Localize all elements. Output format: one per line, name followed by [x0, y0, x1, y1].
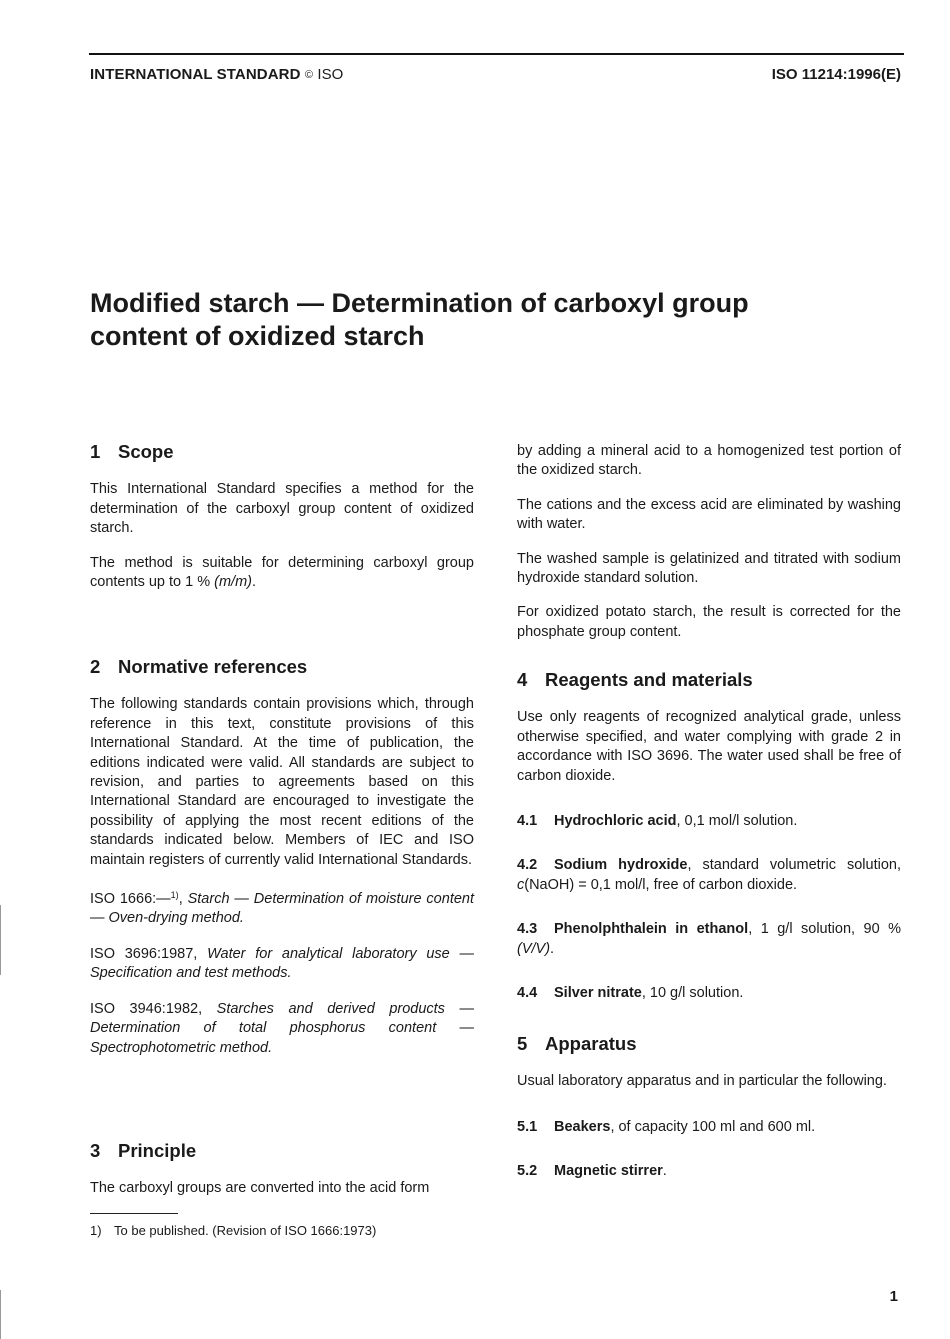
principle-paragraph-4: For oxidized potato starch, the result is corrected for the phosphate group content.: [517, 604, 901, 640]
reagent-sodium-hydroxide: 4.2 Sodium hydroxide, standard volumetric solution, c(NaOH) = 0,1 mol/l, free of carbon dioxide.: [517, 857, 901, 893]
reference-iso-1666: ISO 1666:—$^{1)}$, Starch — Determination of moisture content — Oven-drying method.: [90, 890, 474, 927]
section-scope: [90, 442, 474, 592]
principle-paragraph-2: The cations and the excess acid are eliminated by washing with water.: [517, 496, 901, 533]
section-heading-scope: 1 Scope: [90, 441, 174, 462]
header-standard-type: INTERNATIONAL STANDARD: [90, 66, 301, 83]
reference-iso-3946: ISO 3946:1982, Starches and derived products — Determination of total phosphorus content — Spectrophotometric method.: [90, 1000, 474, 1056]
section-normative-references: [90, 657, 474, 1058]
section-heading-apparatus: 5 Apparatus: [517, 1033, 637, 1054]
principle-paragraph-1-continued: by adding a mineral acid to a homogenized test portion of the oxidized starch.: [517, 443, 901, 479]
section-principle-continued: [517, 442, 901, 642]
normative-references-intro: The following standards contain provisions which, through reference in this text, constitute provisions of this International Standard. At the time of publication, the editions indicated were valid. All standards are subject to revision, and parties to agreements based on this International Standard are encouraged to investigate the possibility of applying the most recent editions of the standards indicated below. Members of IEC and ISO maintain registers of currently valid International Standards.: [90, 696, 474, 868]
scope-paragraph-1: This International Standard specifies a method for the determination of the carboxyl group content of oxidized starch.: [90, 481, 474, 537]
apparatus-beakers: 5.1 Beakers, of capacity 100 ml and 600 ml.: [517, 1118, 816, 1135]
apparatus-intro: Usual laboratory apparatus and in particular the following.: [517, 1073, 887, 1090]
principle-paragraph-1-start: The carboxyl groups are converted into the acid form: [90, 1180, 430, 1197]
section-heading-principle: 3 Principle: [90, 1140, 197, 1161]
section-reagents: [517, 670, 901, 1003]
document-title-line2: content of oxidized starch: [90, 321, 425, 351]
document-title: [90, 287, 850, 353]
section-heading-reagents: 4 Reagents and materials: [517, 669, 753, 690]
apparatus-magnetic-stirrer: 5.2 Magnetic stirrer.: [517, 1163, 667, 1180]
section-apparatus: [517, 1034, 901, 1182]
reference-iso-3696: ISO 3696:1987, Water for analytical laboratory use — Specification and test methods.: [90, 945, 474, 982]
scope-paragraph-2: The method is suitable for determining carboxyl group contents up to 1 % (m/m).: [90, 554, 474, 591]
reagent-phenolphthalein: 4.3 Phenolphthalein in ethanol, 1 g/l solution, 90 % (V/V).: [517, 921, 902, 957]
page-number: 1: [889, 1288, 898, 1305]
footnote: 1) To be published. (Revision of ISO 1666:1973): [90, 1223, 377, 1238]
reagents-intro: Use only reagents of recognized analytical grade, unless otherwise specified, and water complying with grade 2 in accordance with ISO 3696. The water used shall be free of carbon dioxide.: [517, 709, 901, 784]
section-heading-normative-references: 2 Normative references: [90, 656, 308, 677]
reagent-hydrochloric-acid: 4.1 Hydrochloric acid, 0,1 mol/l solution.: [517, 813, 798, 830]
header-standard-number: ISO 11214:1996(E): [771, 66, 901, 83]
principle-paragraph-3: The washed sample is gelatinized and titrated with sodium hydroxide standard solution.: [517, 550, 901, 587]
document-title-line1: Modified starch — Determination of carboxyl group: [90, 288, 749, 318]
scan-edge-line-top: [0, 905, 1, 975]
reagent-silver-nitrate: 4.4 Silver nitrate, 10 g/l solution.: [517, 985, 744, 1002]
header-standard-label: [90, 66, 343, 83]
header-rule: [89, 53, 904, 55]
footnote-rule: [90, 1213, 178, 1214]
scan-edge-line-bottom: [0, 1290, 1, 1339]
section-principle: [90, 1141, 474, 1199]
header-copyright: © ISO: [304, 66, 344, 83]
